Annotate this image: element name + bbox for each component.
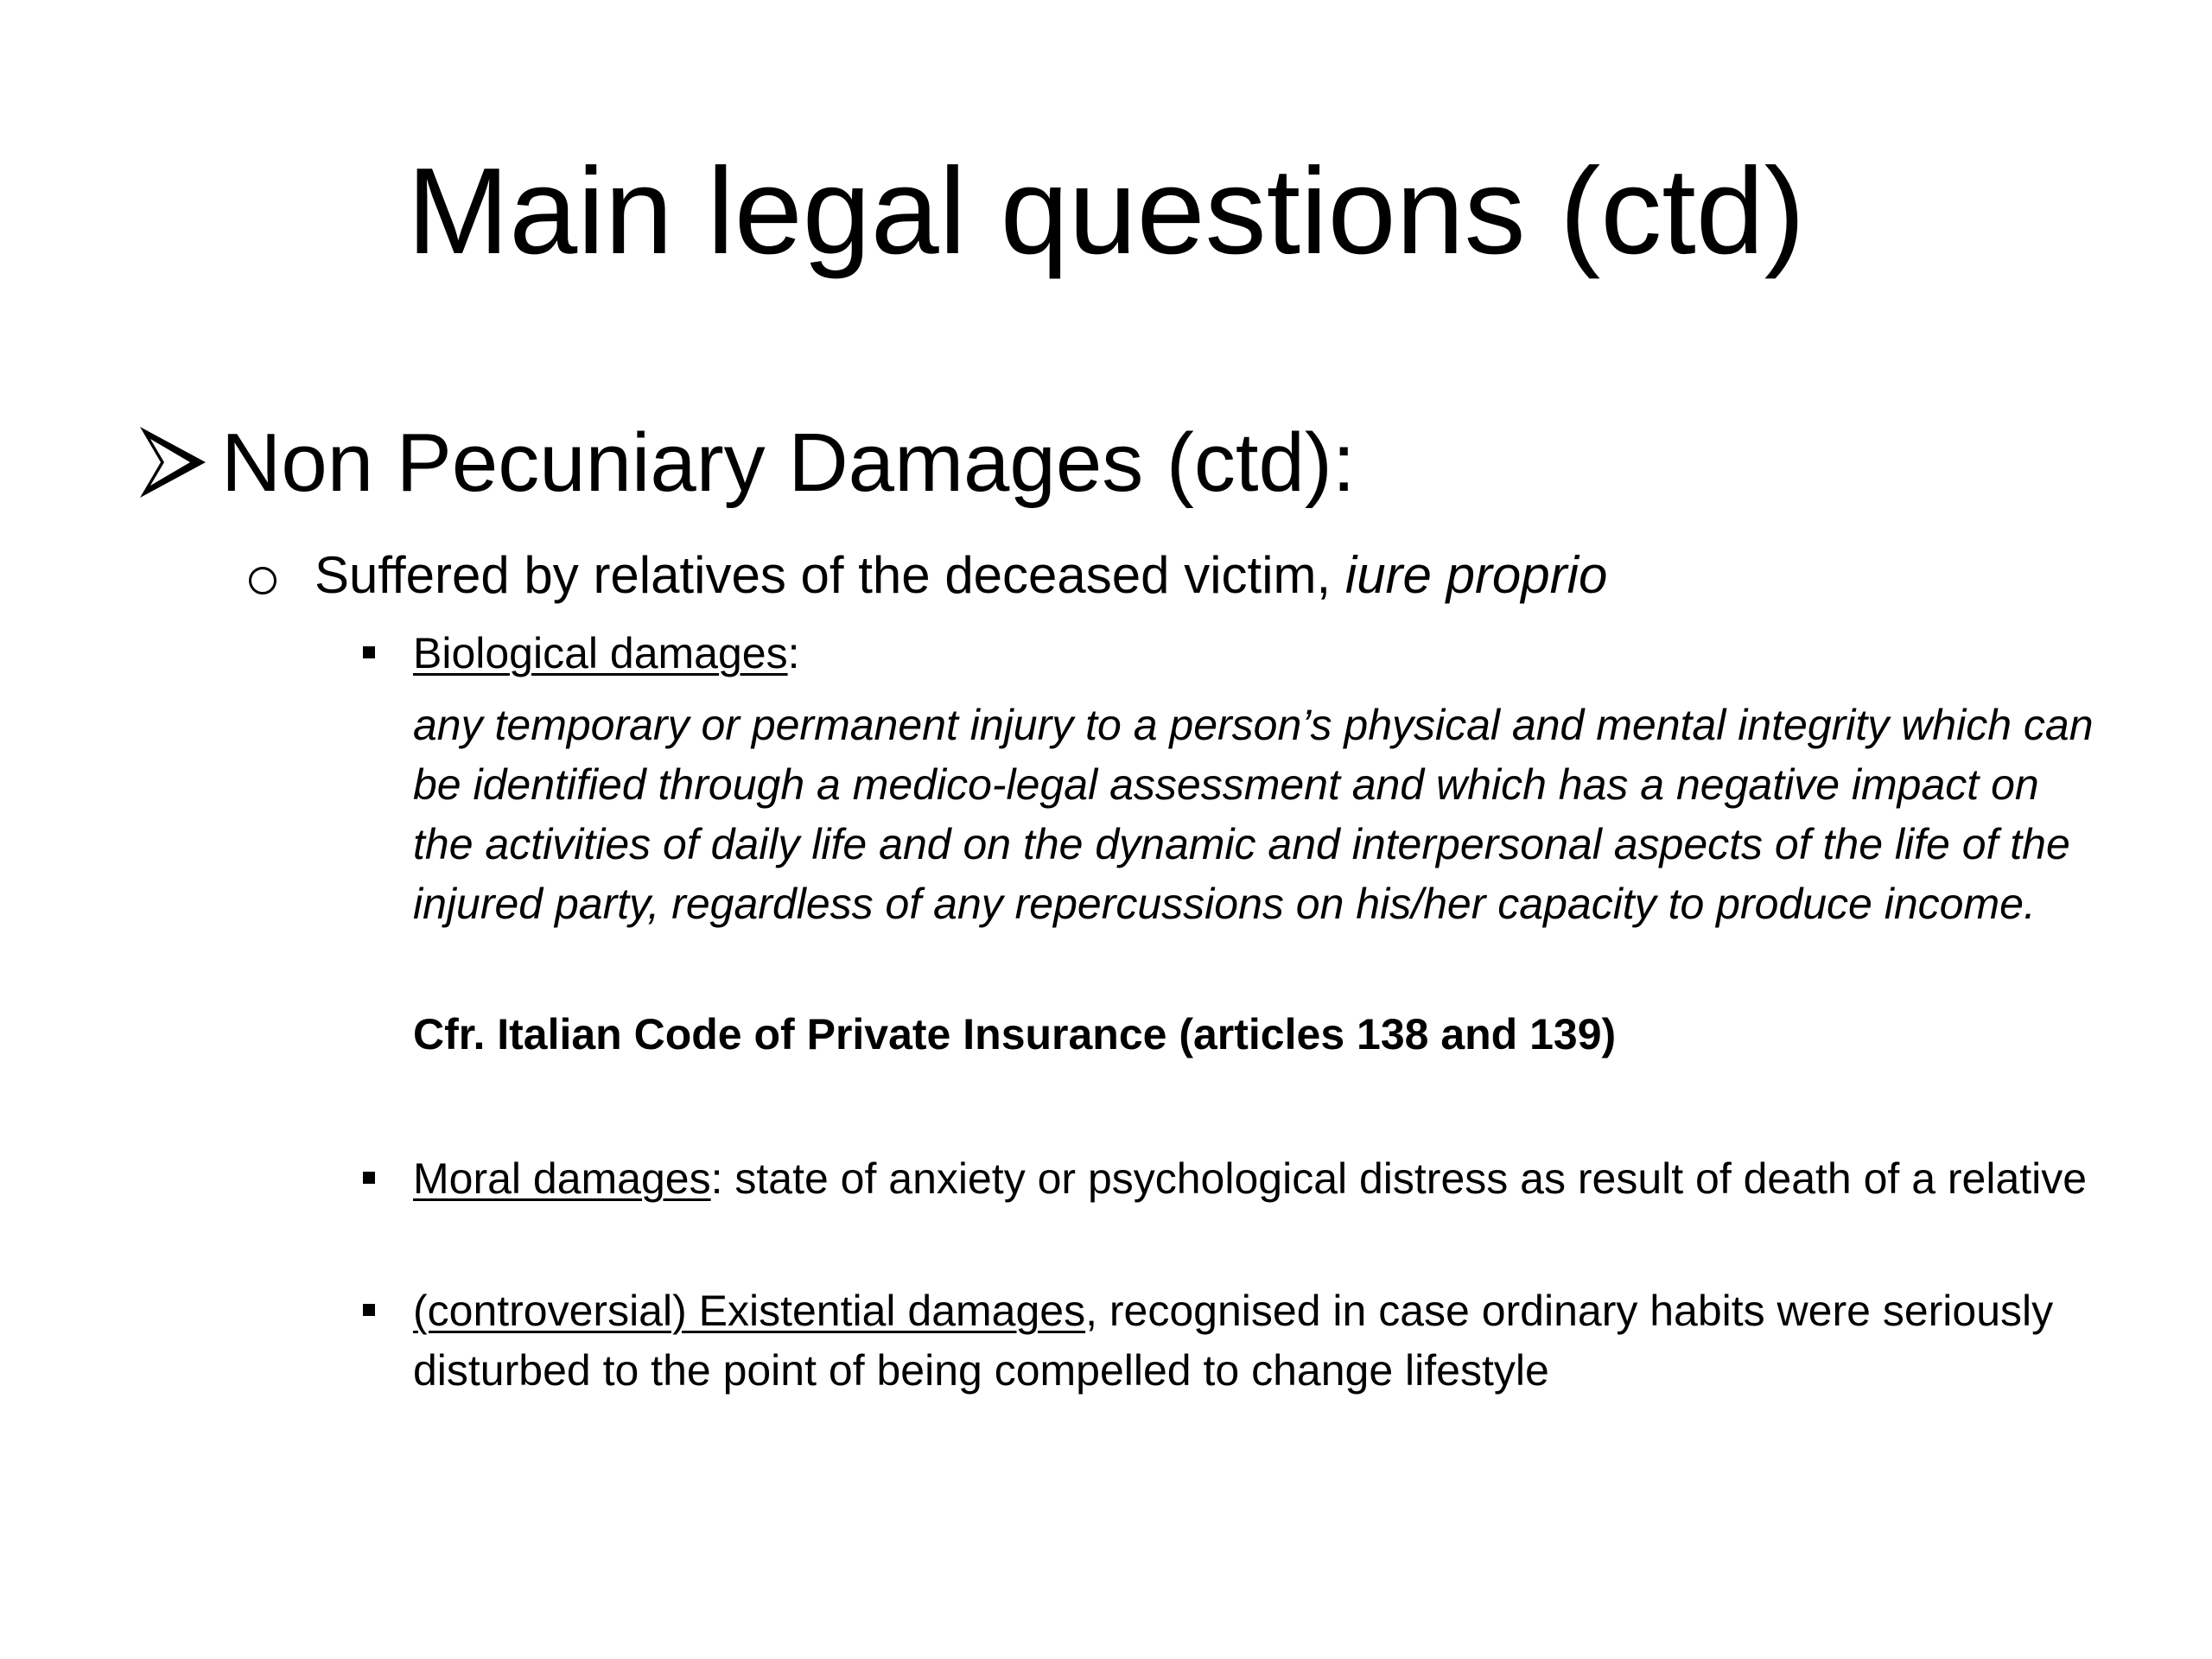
existential-heading: (controversial) Existential damages xyxy=(413,1287,1086,1335)
moral-heading: Moral damages xyxy=(413,1154,711,1203)
existential-text xyxy=(413,1281,2107,1401)
moral-rest: : state of anxiety or psychological distress as result of death of a relative xyxy=(710,1154,2088,1203)
biological-heading: Biological damages xyxy=(413,629,788,677)
biological-heading-line xyxy=(413,624,2107,683)
circle-bullet-icon xyxy=(249,567,276,594)
square-bullet-icon xyxy=(363,646,375,658)
level2-text-plain: Suffered by relatives of the deceased victim, xyxy=(315,546,1345,604)
existential-rest: , recognised in case ordinary habits were seriously disturbed to the point of being compelled to change lifestyle xyxy=(413,1287,2054,1395)
level2-text-italic: iure proprio xyxy=(1344,546,1608,604)
slide-title: Main legal questions (ctd) xyxy=(406,143,1806,280)
biological-reference: Cfr. Italian Code of Private Insurance (articles 138 and 139) xyxy=(413,1010,1617,1058)
biological-heading-suffix: : xyxy=(787,629,800,677)
moral-text xyxy=(413,1149,2107,1209)
square-bullet-icon xyxy=(363,1304,375,1316)
arrow-bullet-icon xyxy=(138,423,207,501)
level2-text xyxy=(315,544,1607,607)
level1-text: Non Pecuniary Damages (ctd): xyxy=(221,416,1356,509)
biological-definition: any temporary or permanent injury to a person’s physical and mental integrity which can be identified through a medico-legal assessment and which has a negative impact on the activities of daily life and on the dynamic and interpersonal aspects of the life of the injured party, regardless of any repercussions on his/her capacity to produce income. xyxy=(413,701,2094,928)
square-bullet-icon xyxy=(363,1172,375,1184)
